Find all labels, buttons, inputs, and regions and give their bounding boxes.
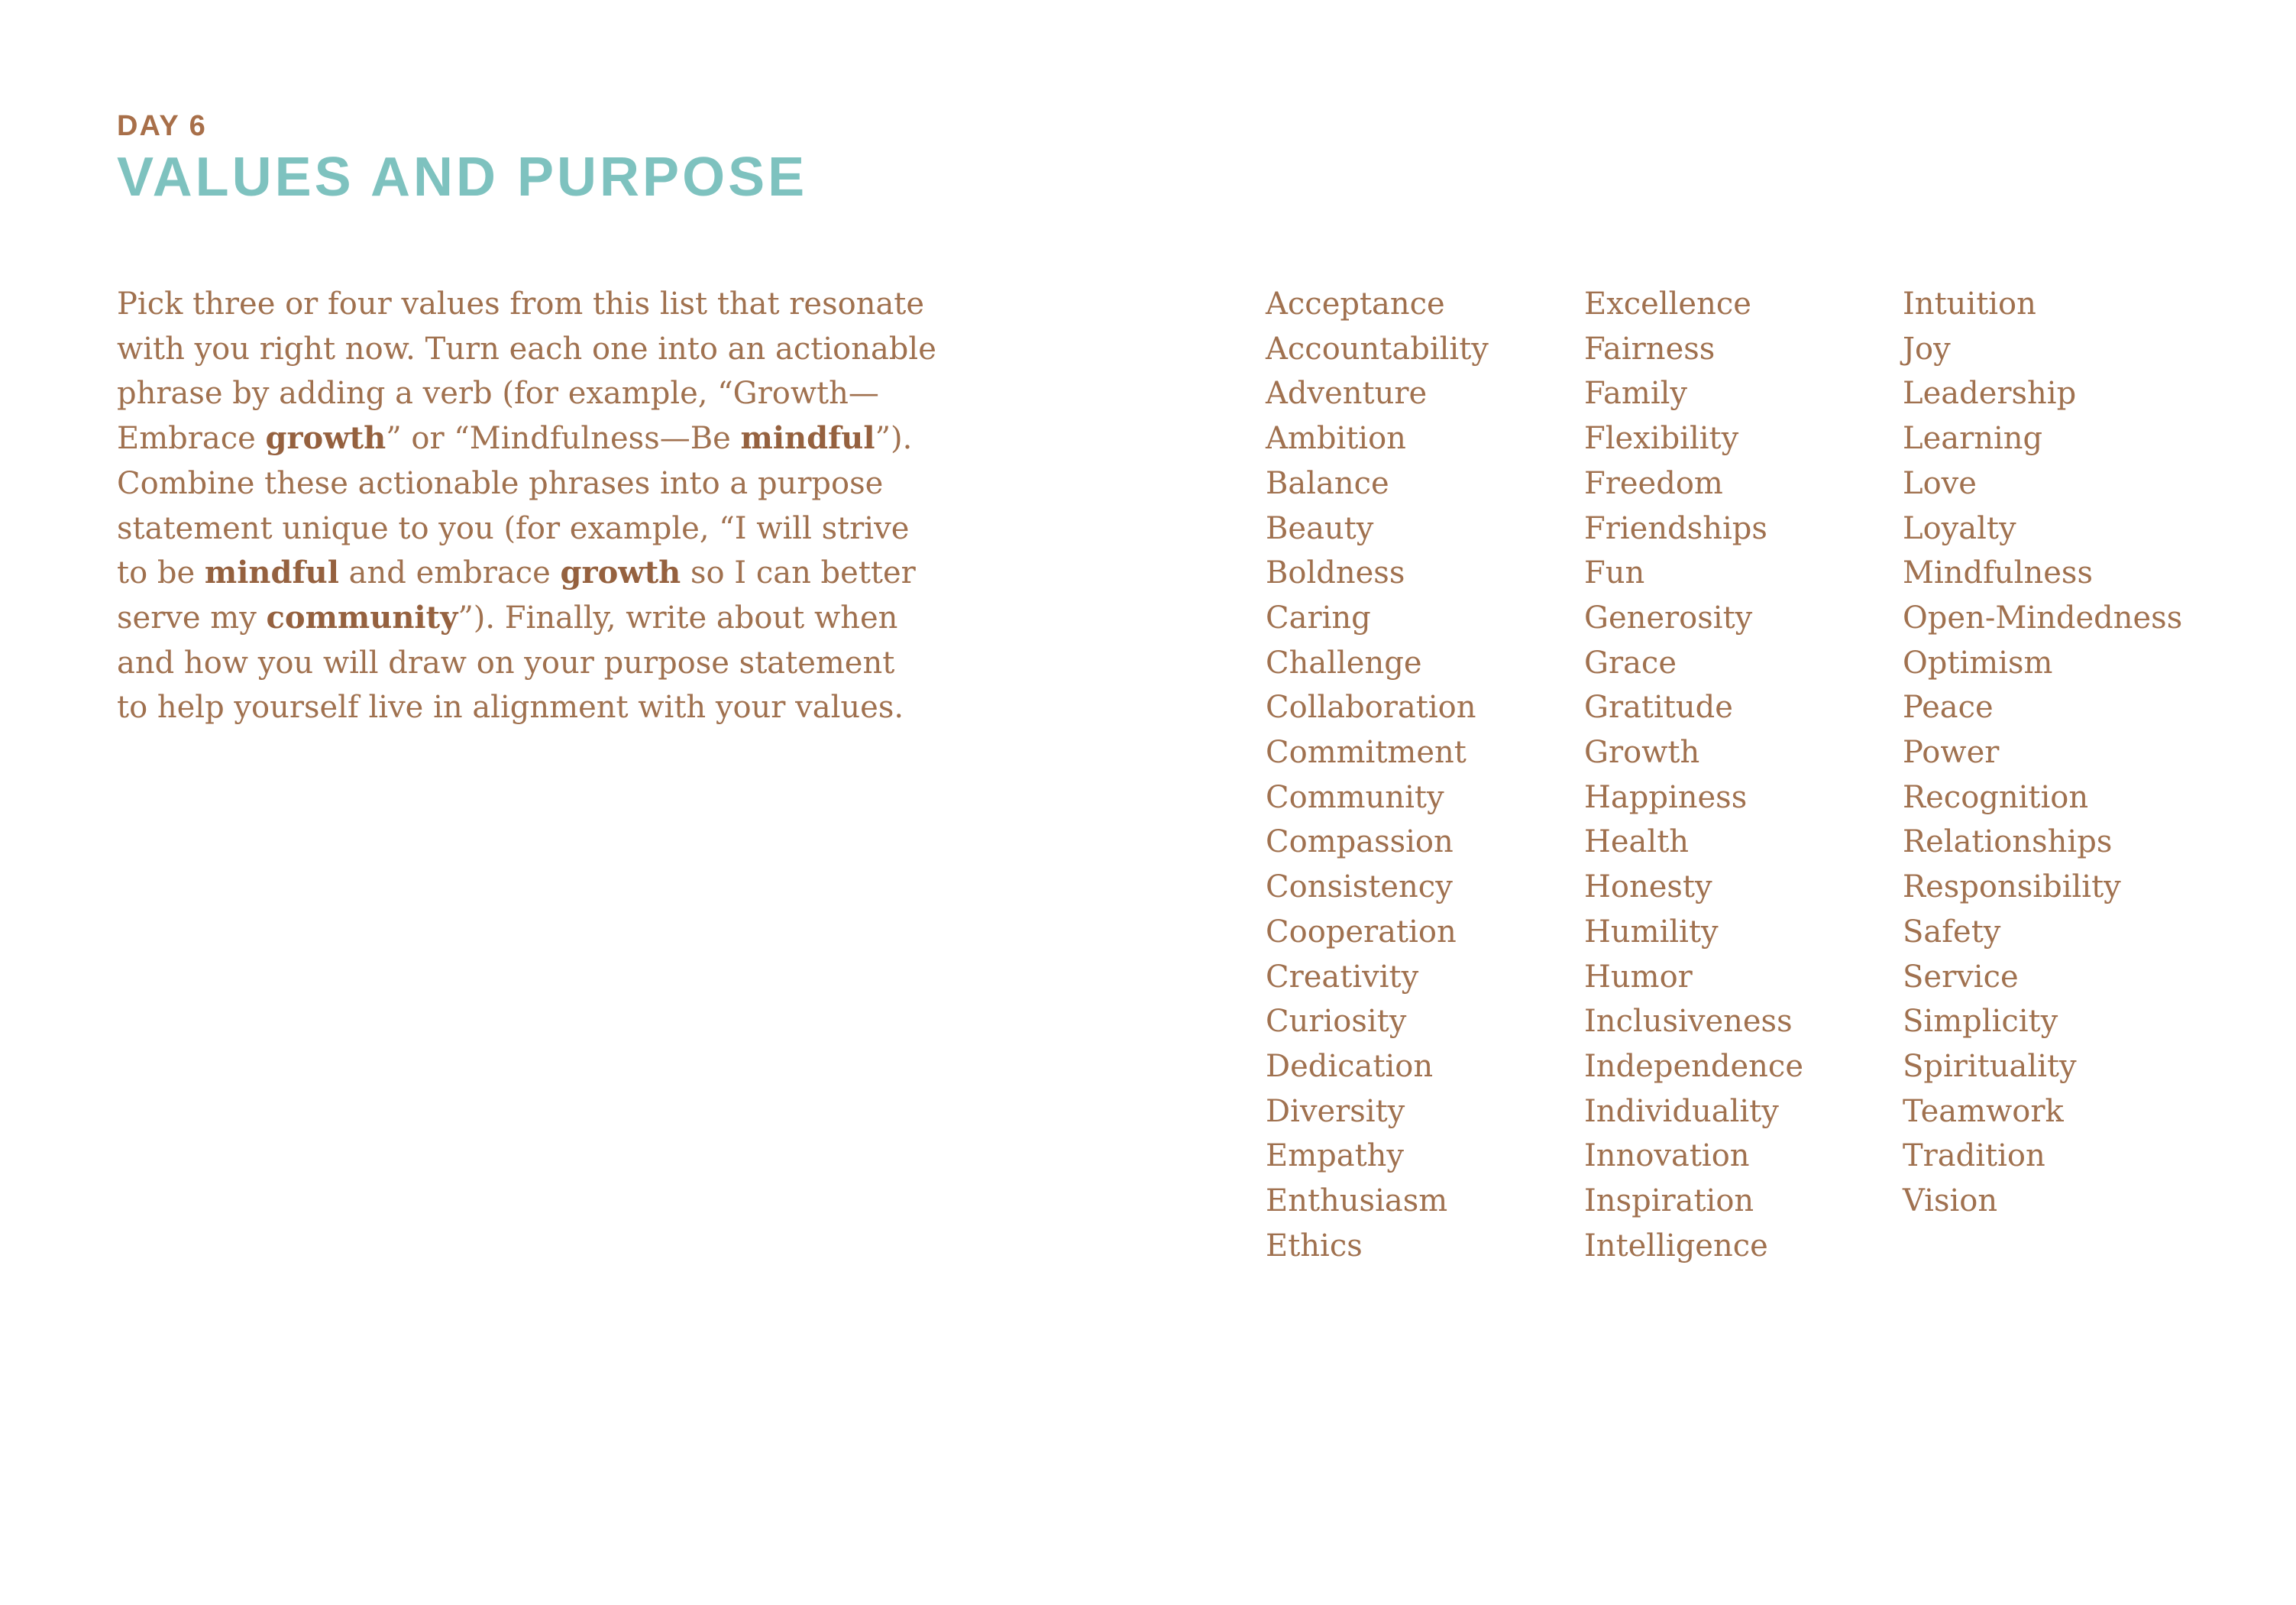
value-item: Excellence — [1584, 286, 1751, 322]
value-item: Commitment — [1266, 735, 1467, 771]
value-item: Relationships — [1903, 824, 2113, 860]
instructions-text: and how you will draw on your purpose statement — [117, 645, 895, 681]
value-item: Inspiration — [1584, 1183, 1754, 1219]
value-item: Humor — [1584, 959, 1693, 995]
instructions-text: statement unique to you (for example, “I will strive — [117, 510, 910, 546]
instructions-line — [117, 641, 926, 686]
value-item: Boldness — [1266, 555, 1405, 591]
value-item: Grace — [1584, 645, 1677, 681]
value-item: Collaboration — [1266, 690, 1476, 726]
value-item: Loyalty — [1903, 510, 2016, 546]
value-item: Accountability — [1266, 331, 1489, 367]
instructions-line — [117, 506, 926, 552]
instructions-text: phrase by adding a verb (for example, “Growth— — [117, 376, 879, 412]
day-label: DAY 6 — [117, 110, 207, 142]
value-item: Challenge — [1266, 645, 1422, 681]
value-item: Caring — [1266, 600, 1371, 636]
value-item: Recognition — [1903, 779, 2089, 815]
value-item: Mindfulness — [1903, 555, 2093, 591]
instructions-text: Pick three or four values from this list that resonate — [117, 286, 925, 322]
value-item: Love — [1903, 465, 1977, 501]
value-item: Flexibility — [1584, 421, 1739, 457]
value-item: Fun — [1584, 555, 1645, 591]
value-item: Peace — [1903, 690, 1994, 726]
instructions-line — [117, 596, 926, 641]
value-item: Tradition — [1903, 1138, 2045, 1174]
value-item: Cooperation — [1266, 914, 1457, 950]
instructions-line — [117, 327, 936, 372]
instructions-line — [117, 461, 926, 506]
instructions-text: serve my — [117, 600, 267, 636]
value-item: Ambition — [1266, 421, 1406, 457]
instructions-line — [117, 685, 926, 730]
value-item: Open-Mindedness — [1903, 600, 2183, 636]
instructions-line — [117, 371, 926, 416]
instructions-line — [117, 282, 926, 327]
value-item: Power — [1903, 735, 2000, 771]
value-item: Simplicity — [1903, 1004, 2058, 1040]
value-item: Family — [1584, 376, 1687, 412]
instructions-text: and embrace — [338, 555, 561, 591]
value-item: Gratitude — [1584, 690, 1733, 726]
value-item: Compassion — [1266, 824, 1454, 860]
value-item: Independence — [1584, 1048, 1803, 1084]
value-item: Balance — [1266, 465, 1389, 501]
value-item: Friendships — [1584, 510, 1767, 546]
value-item: Health — [1584, 824, 1690, 860]
value-item: Intuition — [1903, 286, 2036, 322]
value-item: Inclusiveness — [1584, 1004, 1793, 1040]
value-item: Fairness — [1584, 331, 1716, 367]
instructions-text: ”). Finally, write about when — [458, 600, 898, 636]
value-item: Beauty — [1266, 510, 1374, 546]
emphasized-word: mindful — [740, 420, 875, 457]
instructions-text: to be — [117, 555, 205, 591]
value-item: Happiness — [1584, 779, 1748, 815]
value-item: Vision — [1903, 1183, 1998, 1219]
page-title: VALUES AND PURPOSE — [117, 147, 808, 208]
emphasized-word: mindful — [204, 555, 339, 591]
values-column-1 — [1266, 282, 1489, 1268]
instructions-text: to help yourself live in alignment with your values. — [117, 690, 904, 726]
value-item: Freedom — [1584, 465, 1723, 501]
instructions-text: Embrace — [117, 421, 266, 457]
value-item: Intelligence — [1584, 1228, 1768, 1264]
instructions-text: with you right now. Turn each one into an actionable — [117, 331, 936, 367]
emphasized-word: growth — [265, 420, 386, 457]
value-item: Joy — [1903, 331, 1951, 367]
value-item: Individuality — [1584, 1093, 1779, 1129]
emphasized-word: growth — [560, 555, 681, 591]
value-item: Enthusiasm — [1266, 1183, 1448, 1219]
instructions-line — [117, 416, 926, 461]
value-item: Responsibility — [1903, 869, 2121, 905]
value-item: Ethics — [1266, 1228, 1363, 1264]
value-item: Honesty — [1584, 869, 1712, 905]
instructions-text: so I can better — [681, 555, 916, 591]
value-item: Empathy — [1266, 1138, 1405, 1174]
value-item: Curiosity — [1266, 1004, 1407, 1040]
value-item: Diversity — [1266, 1093, 1405, 1129]
emphasized-word: community — [266, 599, 458, 636]
instructions-text: ” or “Mindfulness—Be — [386, 421, 741, 457]
value-item: Dedication — [1266, 1048, 1434, 1084]
value-item: Adventure — [1266, 376, 1428, 412]
value-item: Community — [1266, 779, 1444, 815]
instructions-text: ”). — [875, 421, 913, 457]
value-item: Spirituality — [1903, 1048, 2077, 1084]
value-item: Humility — [1584, 914, 1719, 950]
instructions-line — [117, 551, 926, 596]
values-column-3 — [1903, 282, 2182, 1224]
value-item: Learning — [1903, 421, 2043, 457]
value-item: Service — [1903, 959, 2019, 995]
value-item: Creativity — [1266, 959, 1419, 995]
value-item: Generosity — [1584, 600, 1753, 636]
value-item: Innovation — [1584, 1138, 1750, 1174]
value-item: Teamwork — [1903, 1093, 2064, 1129]
value-item: Acceptance — [1266, 286, 1445, 322]
value-item: Safety — [1903, 914, 2001, 950]
instructions-paragraph — [117, 282, 936, 730]
values-column-2 — [1584, 282, 1803, 1268]
value-item: Consistency — [1266, 869, 1453, 905]
instructions-text: Combine these actionable phrases into a purpose — [117, 465, 884, 501]
value-item: Growth — [1584, 735, 1700, 771]
value-item: Optimism — [1903, 645, 2053, 681]
value-item: Leadership — [1903, 376, 2077, 412]
